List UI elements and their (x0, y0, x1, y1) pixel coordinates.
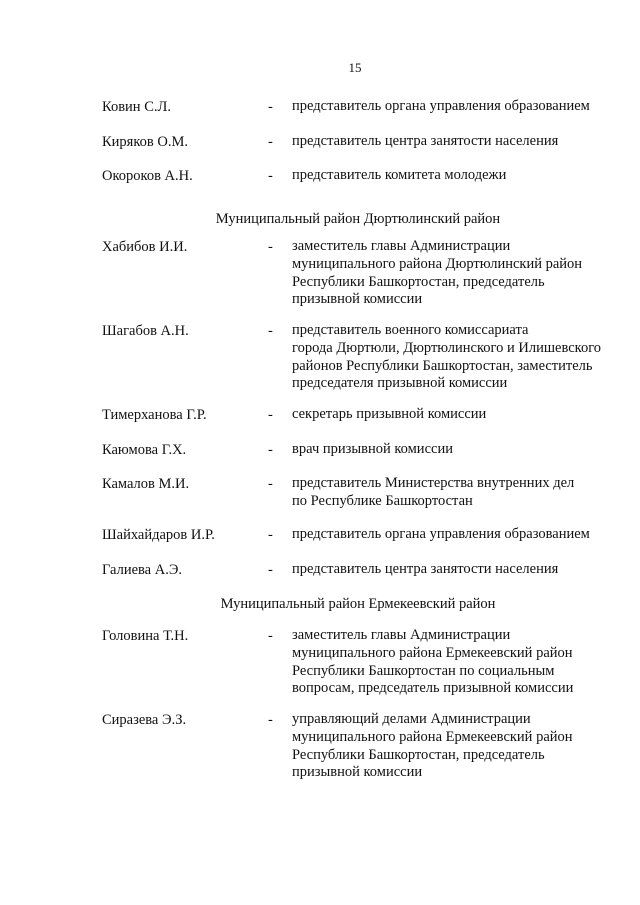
dash-separator: - (268, 442, 273, 458)
member-role: управляющий делами Администрации муниципального района Ермекеевский район Республики Башкортостан, председатель призывной комиссии (292, 711, 573, 781)
member-role: представитель Министерства внутренних дел по Республике Башкортостан (292, 475, 575, 509)
member-name: Головина Т.Н. (102, 628, 189, 644)
dash-separator: - (268, 134, 273, 150)
member-name: Тимерханова Г.Р. (102, 407, 207, 423)
dash-separator: - (268, 99, 273, 115)
member-name: Окороков А.Н. (102, 168, 193, 184)
section-heading: Муниципальный район Ермекеевский район (220, 596, 496, 612)
member-role: представитель органа управления образованием (292, 98, 590, 114)
member-name: Каюмова Г.Х. (102, 442, 187, 458)
dash-separator: - (268, 407, 273, 423)
dash-separator: - (268, 562, 273, 578)
member-role: представитель военного комиссариата города Дюртюли, Дюртюлинского и Илишевского районов Республики Башкортостан, заместитель председателя призывной комиссии (292, 322, 602, 392)
member-name: Киряков О.М. (102, 134, 188, 150)
member-role: представитель комитета молодежи (292, 167, 507, 183)
member-role: представитель центра занятости населения (292, 133, 559, 149)
member-role: заместитель главы Администрации муниципального района Дюртюлинский район Республики Башкортостан, председатель призывной комиссии (292, 238, 583, 308)
dash-separator: - (268, 476, 273, 492)
member-role: секретарь призывной комиссии (292, 406, 487, 422)
member-name: Сиразева Э.З. (102, 712, 187, 728)
member-role: заместитель главы Администрации муниципального района Ермекеевский район Республики Башкортостан по социальным вопросам, председатель призывной комиссии (292, 627, 574, 697)
dash-separator: - (268, 628, 273, 644)
member-name: Шагабов А.Н. (102, 323, 189, 339)
dash-separator: - (268, 527, 273, 543)
member-name: Хабибов И.И. (102, 239, 188, 255)
member-role: врач призывной комиссии (292, 441, 453, 457)
dash-separator: - (268, 239, 273, 255)
section-heading: Муниципальный район Дюртюлинский район (215, 211, 501, 227)
member-name: Шайхайдаров И.Р. (102, 527, 215, 543)
member-name: Камалов М.И. (102, 476, 190, 492)
dash-separator: - (268, 712, 273, 728)
dash-separator: - (268, 323, 273, 339)
member-role: представитель органа управления образованием (292, 526, 590, 542)
dash-separator: - (268, 168, 273, 184)
member-role: представитель центра занятости населения (292, 561, 559, 577)
member-name: Ковин С.Л. (102, 99, 171, 115)
page-number: 15 (348, 60, 362, 75)
member-name: Галиева А.Э. (102, 562, 183, 578)
